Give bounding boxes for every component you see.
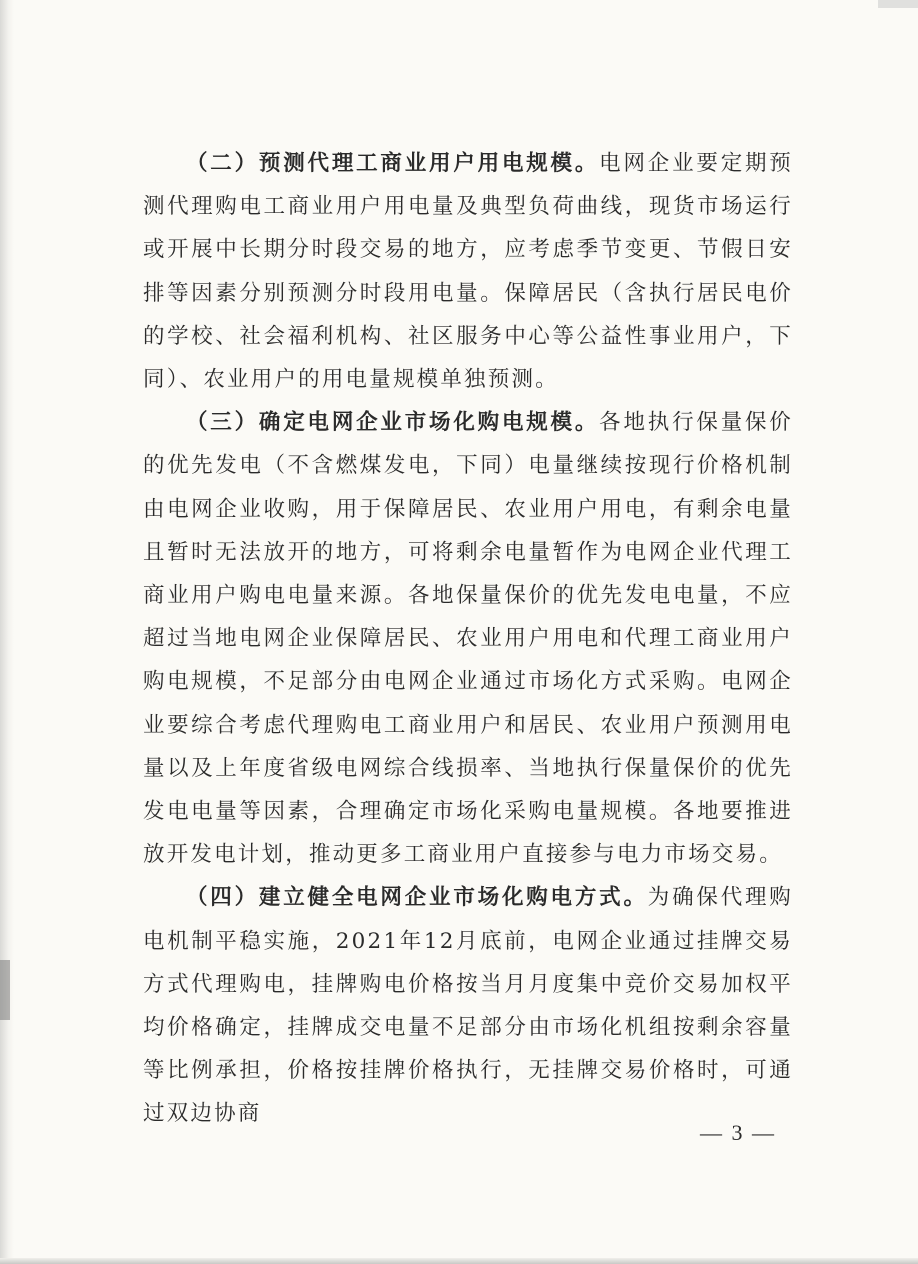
document-body	[143, 142, 793, 1136]
paragraph-text: 电网企业要定期预测代理购电工商业用户用电量及典型负荷曲线，现货市场运行或开展中长期分时段交易的地方，应考虑季节变更、节假日安排等因素分别预测分时段用电量。保障居民（含执行居民电价的学校、社会福利机构、社区服务中心等公益性事业用户，下同）、农业用户的用电量规模单独预测。	[143, 151, 793, 393]
paragraph-text: 各地执行保量保价的优先发电（不含燃煤发电，下同）电量继续按现行价格机制由电网企业收购，用于保障居民、农业用户用电，有剩余电量且暂时无法放开的地方，可将剩余电量暂作为电网企业代理工商业用户购电电量来源。各地保量保价的优先发电电量，不应超过当地电网企业保障居民、农业用户用电和代理工商业用户购电规模，不足部分由电网企业通过市场化方式采购。电网企业要综合考虑代理购电工商业用户和居民、农业用户预测用电量以及上年度省级电网综合线损率、当地执行保量保价的优先发电电量等因素，合理确定市场化采购电量规模。各地要推进放开发电计划，推动更多工商业用户直接参与电力市场交易。	[143, 410, 793, 868]
paragraph-purchase-scale	[143, 401, 793, 876]
paragraph-text: 为确保代理购电机制平稳实施，2021年12月底前，电网企业通过挂牌交易方式代理购电，挂牌购电价格按当月月度集中竞价交易加权平均价格确定，挂牌成交电量不足部分由市场化机组按剩余容量等比例承担，价格按挂牌价格执行，无挂牌交易价格时，可通过双边协商	[143, 885, 793, 1127]
scan-left-edge	[0, 0, 14, 1264]
paragraph-forecast-load	[143, 142, 793, 401]
page-number: — 3 —	[700, 1120, 776, 1145]
paragraph-heading: （二）预测代理工商业用户用电规模。	[186, 151, 600, 176]
scan-corner-mark	[878, 0, 918, 8]
paragraph-heading: （四）建立健全电网企业市场化购电方式。	[186, 885, 648, 911]
scan-binding-mark	[0, 960, 10, 1020]
paragraph-purchase-method	[143, 876, 793, 1135]
scan-bottom-edge	[0, 1258, 918, 1264]
paragraph-heading: （三）确定电网企业市场化购电规模。	[186, 410, 600, 436]
